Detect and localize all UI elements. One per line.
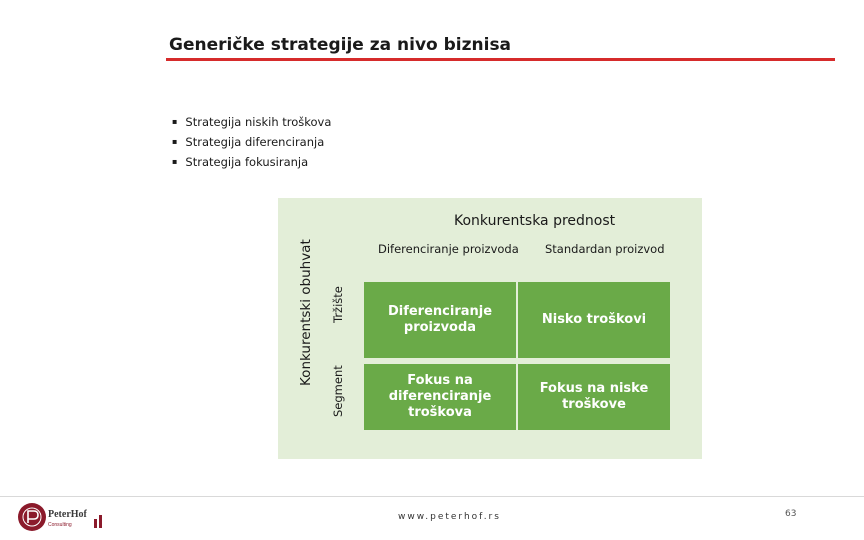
column-header-differentiation: Diferenciranje proizvoda xyxy=(378,242,519,256)
scope-axis-label: Konkurentski obuhvat xyxy=(298,239,314,387)
row-label-market: Tržište xyxy=(331,286,345,324)
matrix-cell-differentiation xyxy=(364,282,516,358)
title-underline xyxy=(166,58,835,61)
page-title: Generičke strategije za nivo biznisa xyxy=(169,35,512,55)
column-header-standard: Standardan proizvod xyxy=(545,242,665,256)
bullet-list xyxy=(172,112,331,172)
footer-divider xyxy=(0,496,864,497)
matrix-cell-low-cost xyxy=(518,282,670,358)
bullet-item xyxy=(172,132,331,152)
cell-text: Nisko troškovi xyxy=(541,311,647,327)
bullet-marker: ▪ xyxy=(172,137,178,146)
bullet-marker: ▪ xyxy=(172,157,178,166)
cell-text: Fokus na niske troškove xyxy=(539,380,649,412)
row-label-segment: Segment xyxy=(331,365,345,417)
page-number: 63 xyxy=(785,509,797,519)
bullet-item xyxy=(172,112,331,132)
cell-text: Diferenciranje proizvoda xyxy=(387,303,493,335)
bullet-text: Strategija fokusiranja xyxy=(185,155,309,169)
peterhof-logo-graphic xyxy=(16,502,126,532)
matrix-cell-focus-differentiation xyxy=(364,364,516,430)
bullet-text: Strategija diferenciranja xyxy=(185,135,325,149)
bullet-item xyxy=(172,152,331,172)
cell-text: Fokus na diferenciranje troškova xyxy=(388,372,492,421)
matrix-heading: Konkurentska prednost xyxy=(454,213,616,229)
matrix-cell-focus-low-cost xyxy=(518,364,670,430)
logo-tagline: Consulting xyxy=(48,522,72,528)
bullet-text: Strategija niskih troškova xyxy=(185,115,332,129)
logo-name: PeterHof xyxy=(48,509,87,520)
peterhof-logo[interactable] xyxy=(16,502,126,532)
bullet-marker: ▪ xyxy=(172,117,178,126)
footer-url[interactable]: www.peterhof.rs xyxy=(398,512,501,522)
